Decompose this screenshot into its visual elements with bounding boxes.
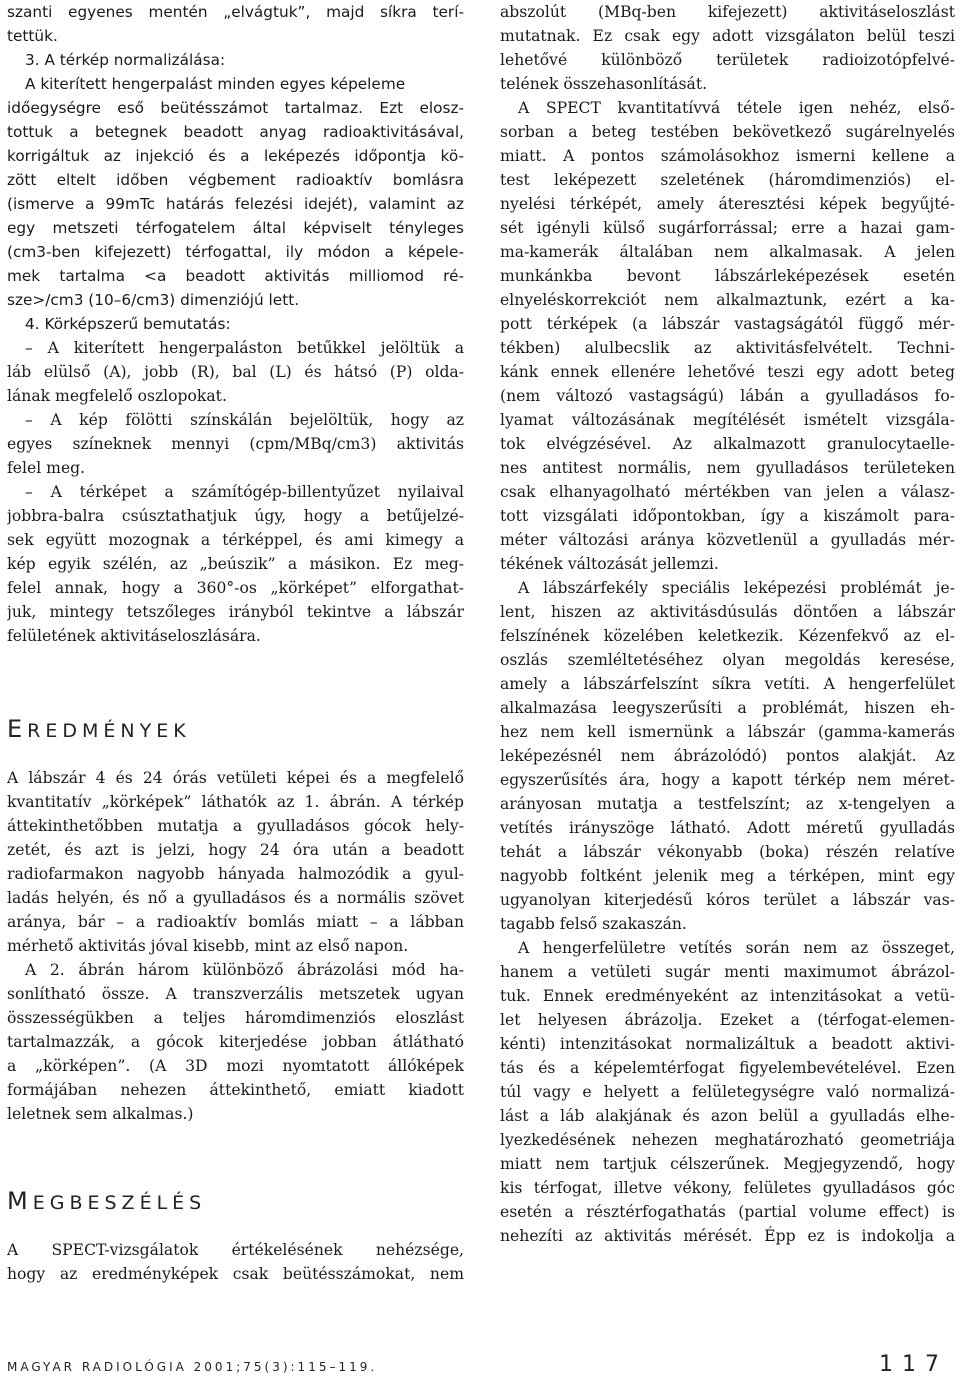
text-line: mek tartalma <a beadott aktivitás milliomod ré- bbox=[7, 267, 464, 285]
text-line: pott térképek (a lábszár vastagságától függő mér- bbox=[500, 315, 955, 333]
text-line: 3. A térkép normalizálása: bbox=[25, 51, 226, 69]
text-line: esetén a résztérfogathatás (partial volume effect) is bbox=[500, 1203, 955, 1221]
journal-footer: MAGYAR RADIOLÓGIA 2001;75(3):115–119. bbox=[7, 1360, 378, 1374]
text-line: hez nem kell ismernünk a lábszár (gamma-kamerás bbox=[500, 723, 955, 741]
text-line: lent, hiszen az aktivitásdúsulás döntően a lábszár bbox=[500, 603, 955, 621]
text-line: a „körképen”. (A 3D mozi nyomtatott állóképek bbox=[7, 1057, 464, 1075]
text-line: oszlás szemléltetéséhez olyan megoldás keresése, bbox=[500, 651, 955, 669]
text-line: ugyanolyan kiterjedésű kóros terület a lábszár vas- bbox=[500, 891, 955, 909]
text-line: zött eltelt időben végbement radioaktív bomlásra bbox=[7, 171, 464, 189]
text-line: kvantitatív „körképek” láthatók az 1. ábrán. A térkép bbox=[7, 793, 464, 811]
text-line: miatt. A pontos számolásokhoz ismerni kellene a bbox=[500, 147, 955, 165]
text-line: hanem a vetületi sugár menti maximumot ábrázol- bbox=[500, 963, 955, 981]
text-line: sze>/cm3 (10–6/cm3) dimenziójú lett. bbox=[7, 291, 300, 309]
text-line: A hengerfelületre vetítés során nem az összeget, bbox=[518, 939, 955, 957]
left-body-text bbox=[7, 0, 464, 648]
text-line: felel meg. bbox=[7, 459, 86, 477]
text-line: A lábszár 4 és 24 órás vetületi képei és a megfelelő bbox=[7, 769, 464, 787]
text-line: ma-kamerák általában nem alkalmasak. A jelen bbox=[500, 243, 955, 261]
text-line: alkalmazása leegyszerűsíti a problémát, hiszen eh- bbox=[500, 699, 955, 717]
text-line: összességükben a teljes háromdimenziós eloszlást bbox=[7, 1009, 464, 1027]
text-line: lyezkedésének nehezen meghatározható geometriája bbox=[500, 1131, 955, 1149]
text-line: tok elvégzésével. Az alkalmazott granulocytaelle- bbox=[500, 435, 955, 453]
text-line: kép egyik szélén, az „beúszik” a másikon. Ez meg- bbox=[7, 555, 464, 573]
text-line: kánk ennek ellenére lehetővé teszi egy adott beteg bbox=[500, 363, 955, 381]
results-body-text bbox=[7, 766, 464, 1126]
text-line: mutatnak. Ez csak egy adott vizsgálaton belül teszi bbox=[500, 27, 955, 45]
text-line: vetítés irányszöge látható. Adott méretű gyulladás bbox=[500, 819, 955, 837]
text-line: szanti egyenes mentén „elvágtuk”, majd síkra terí- bbox=[7, 3, 464, 21]
text-line: test leképezett szeletének (háromdimenziós) el- bbox=[500, 171, 955, 189]
text-line: időegységre eső beütésszámot tartalmaz. Ezt elosz- bbox=[7, 99, 464, 117]
text-line: kénti) intenzitásokat normalizáltuk a beadott aktivi- bbox=[500, 1035, 955, 1053]
text-line: (ismerve a 99mTc határás felezési idejét), valamint az bbox=[7, 195, 464, 213]
text-line: láb elülső (A), jobb (R), bal (L) és hátsó (P) olda- bbox=[7, 363, 464, 381]
text-line: A SPECT-vizsgálatok értékelésének nehézsége, bbox=[7, 1241, 464, 1259]
text-line: aránya, bár – a radioaktív bomlás miatt – a lábban bbox=[7, 913, 464, 931]
discussion-heading: MEGBESZÉLÉS bbox=[7, 1187, 207, 1215]
text-line: arányosan mutatja a testfelszínt; az x-tengelyen a bbox=[500, 795, 955, 813]
text-line: radiofarmakon nagyobb hányada halmozódik a gyul- bbox=[7, 865, 464, 883]
text-line: tuk. Ennek eredményeként az intenzitásokat a vetü- bbox=[500, 987, 955, 1005]
text-line: tettük. bbox=[7, 27, 58, 45]
text-line: A SPECT kvantitatívvá tétele igen nehéz, első- bbox=[518, 99, 955, 117]
results-heading: EREDMÉNYEK bbox=[7, 715, 191, 743]
text-line: egyszerűsítés ára, hogy a kapott térkép nem méret- bbox=[500, 771, 955, 789]
text-line: let helyesen ábrázolja. Ezeket a (térfogat-elemen- bbox=[500, 1011, 955, 1029]
text-line: – A kép fölötti színskálán bejelöltük, hogy az bbox=[25, 411, 464, 429]
text-line: nes antitest normális, nem gyulladásos területeken bbox=[500, 459, 955, 477]
text-line: sek együtt mozognak a térképpel, és ami kimegy a bbox=[7, 531, 464, 549]
text-line: (cm3-ben kifejezett) térfogattal, ily módon a képele- bbox=[7, 243, 464, 261]
right-body-text bbox=[500, 0, 955, 1248]
text-line: felel annak, hogy a 360°-os „körképet” elforgathat- bbox=[7, 579, 464, 597]
text-line: nagyobb foltként jelenik meg a térképen, mint egy bbox=[500, 867, 955, 885]
text-line: miatt nem tartjuk célszerűnek. Megjegyzendő, hogy bbox=[500, 1155, 955, 1173]
text-line: egyes színeknek mennyi (cpm/MBq/cm3) aktivitás bbox=[7, 435, 464, 453]
text-line: jobbra-balra csúsztathatjuk úgy, hogy a betűjelzé- bbox=[7, 507, 464, 525]
text-line: amely a lábszárfelszínt síkra vetíti. A hengerfelület bbox=[500, 675, 955, 693]
text-line: ladás helyén, és nő a gyulladásos és a normális szövet bbox=[7, 889, 464, 907]
text-line: leletnek sem alkalmas.) bbox=[7, 1105, 194, 1123]
discussion-body-text bbox=[7, 1238, 464, 1286]
text-line: felületének aktivitáseloszlására. bbox=[7, 627, 261, 645]
text-line: sonlítható össze. A transzverzális metszetek ugyan bbox=[7, 985, 464, 1003]
text-line: tékének változását jellemzi. bbox=[500, 555, 719, 573]
text-line: méter változási aránya közvetlenül a gyulladás mér- bbox=[500, 531, 955, 549]
text-line: tott vizsgálati időpontokban, így a kiszámolt para- bbox=[500, 507, 955, 525]
text-line: tehát a lábszár vékonyabb (boka) részén relatíve bbox=[500, 843, 955, 861]
text-line: lyamat változásának megítélését ismételt vizsgála- bbox=[500, 411, 955, 429]
text-line: sét igényli külső sugárforrással; erre a hazai gam- bbox=[500, 219, 955, 237]
text-line: elnyeléskorrekciót nem alkalmaztunk, ezért a ka- bbox=[500, 291, 955, 309]
text-line: nehezíti az aktivitás mérését. Épp ez is indokolja a bbox=[500, 1227, 955, 1245]
text-line: tás és a képelemtérfogat figyelembevételével. Ezen bbox=[500, 1059, 955, 1077]
text-line: A 2. ábrán három különböző ábrázolási mód ha- bbox=[25, 961, 464, 979]
text-line: felszínének közelében keletkezik. Kézenfekvő az el- bbox=[500, 627, 955, 645]
text-line: tagabb felső szakaszán. bbox=[500, 915, 687, 933]
text-line: csak elhanyagolható mértékben van jelen a válasz- bbox=[500, 483, 955, 501]
text-line: áttekinthetőbben mutatja a gyulladásos gócok hely- bbox=[7, 817, 464, 835]
text-line: tottuk a betegnek beadott anyag radioaktivitásával, bbox=[7, 123, 464, 141]
text-line: korrigáltuk az injekció és a leképezés időpontja kö- bbox=[7, 147, 464, 165]
text-line: mérhető aktivitás jóval kisebb, mint az első napon. bbox=[7, 937, 409, 955]
text-line: abszolút (MBq-ben kifejezett) aktivitáseloszlást bbox=[500, 3, 955, 21]
text-line: munkánkba bevont lábszárleképezések esetén bbox=[500, 267, 955, 285]
text-line: – A térképet a számítógép-billentyűzet nyilaival bbox=[25, 483, 464, 501]
text-line: 4. Körképszerű bemutatás: bbox=[25, 315, 231, 333]
text-line: sorban a beteg testében bekövetkező sugárelnyelés bbox=[500, 123, 955, 141]
text-line: zetét, és azt is jelzi, hogy 24 óra után a beadott bbox=[7, 841, 464, 859]
text-line: túl vagy e helyett a felületegységre való normalizá- bbox=[500, 1083, 955, 1101]
text-line: telének összehasonlítását. bbox=[500, 75, 708, 93]
text-line: juk, mintegy tetszőleges irányból tekintve a lábszár bbox=[7, 603, 464, 621]
text-line: nyelési térképét, amely áteresztési képek begyűjté- bbox=[500, 195, 955, 213]
text-line: hogy az eredményképek csak beütésszámokat, nem bbox=[7, 1265, 464, 1283]
text-line: lást a láb alakjának és azon belül a gyulladás elhe- bbox=[500, 1107, 955, 1125]
text-line: formájában nehezen áttekinthető, emiatt kiadott bbox=[7, 1081, 464, 1099]
text-line: A lábszárfekély speciális leképezési problémát je- bbox=[518, 579, 955, 597]
text-line: (nem változó vastagságú) lábán a gyulladásos fo- bbox=[500, 387, 955, 405]
text-line: leképezésnél nem ábrázolódó) pontos alakját. Az bbox=[500, 747, 955, 765]
text-line: – A kiterített hengerpaláston betűkkel jelöltük a bbox=[25, 339, 464, 357]
text-line: lának megfelelő oszlopokat. bbox=[7, 387, 227, 405]
text-line: tékben) alulbecslik az aktivitásfelvételt. Techni- bbox=[500, 339, 955, 357]
text-line: lehetővé különböző területek radioizotópfelvé- bbox=[500, 51, 955, 69]
text-line: egy metszeti térfogatelem által képviselt tényleges bbox=[7, 219, 464, 237]
page-number: 117 bbox=[879, 1352, 948, 1377]
text-line: kis térfogat, illetve vékony, felületes gyulladásos góc bbox=[500, 1179, 955, 1197]
text-line: A kiterített hengerpalást minden egyes képeleme bbox=[25, 75, 406, 93]
text-line: tartalmazzák, a gócok kiterjedése jobban átlátható bbox=[7, 1033, 464, 1051]
